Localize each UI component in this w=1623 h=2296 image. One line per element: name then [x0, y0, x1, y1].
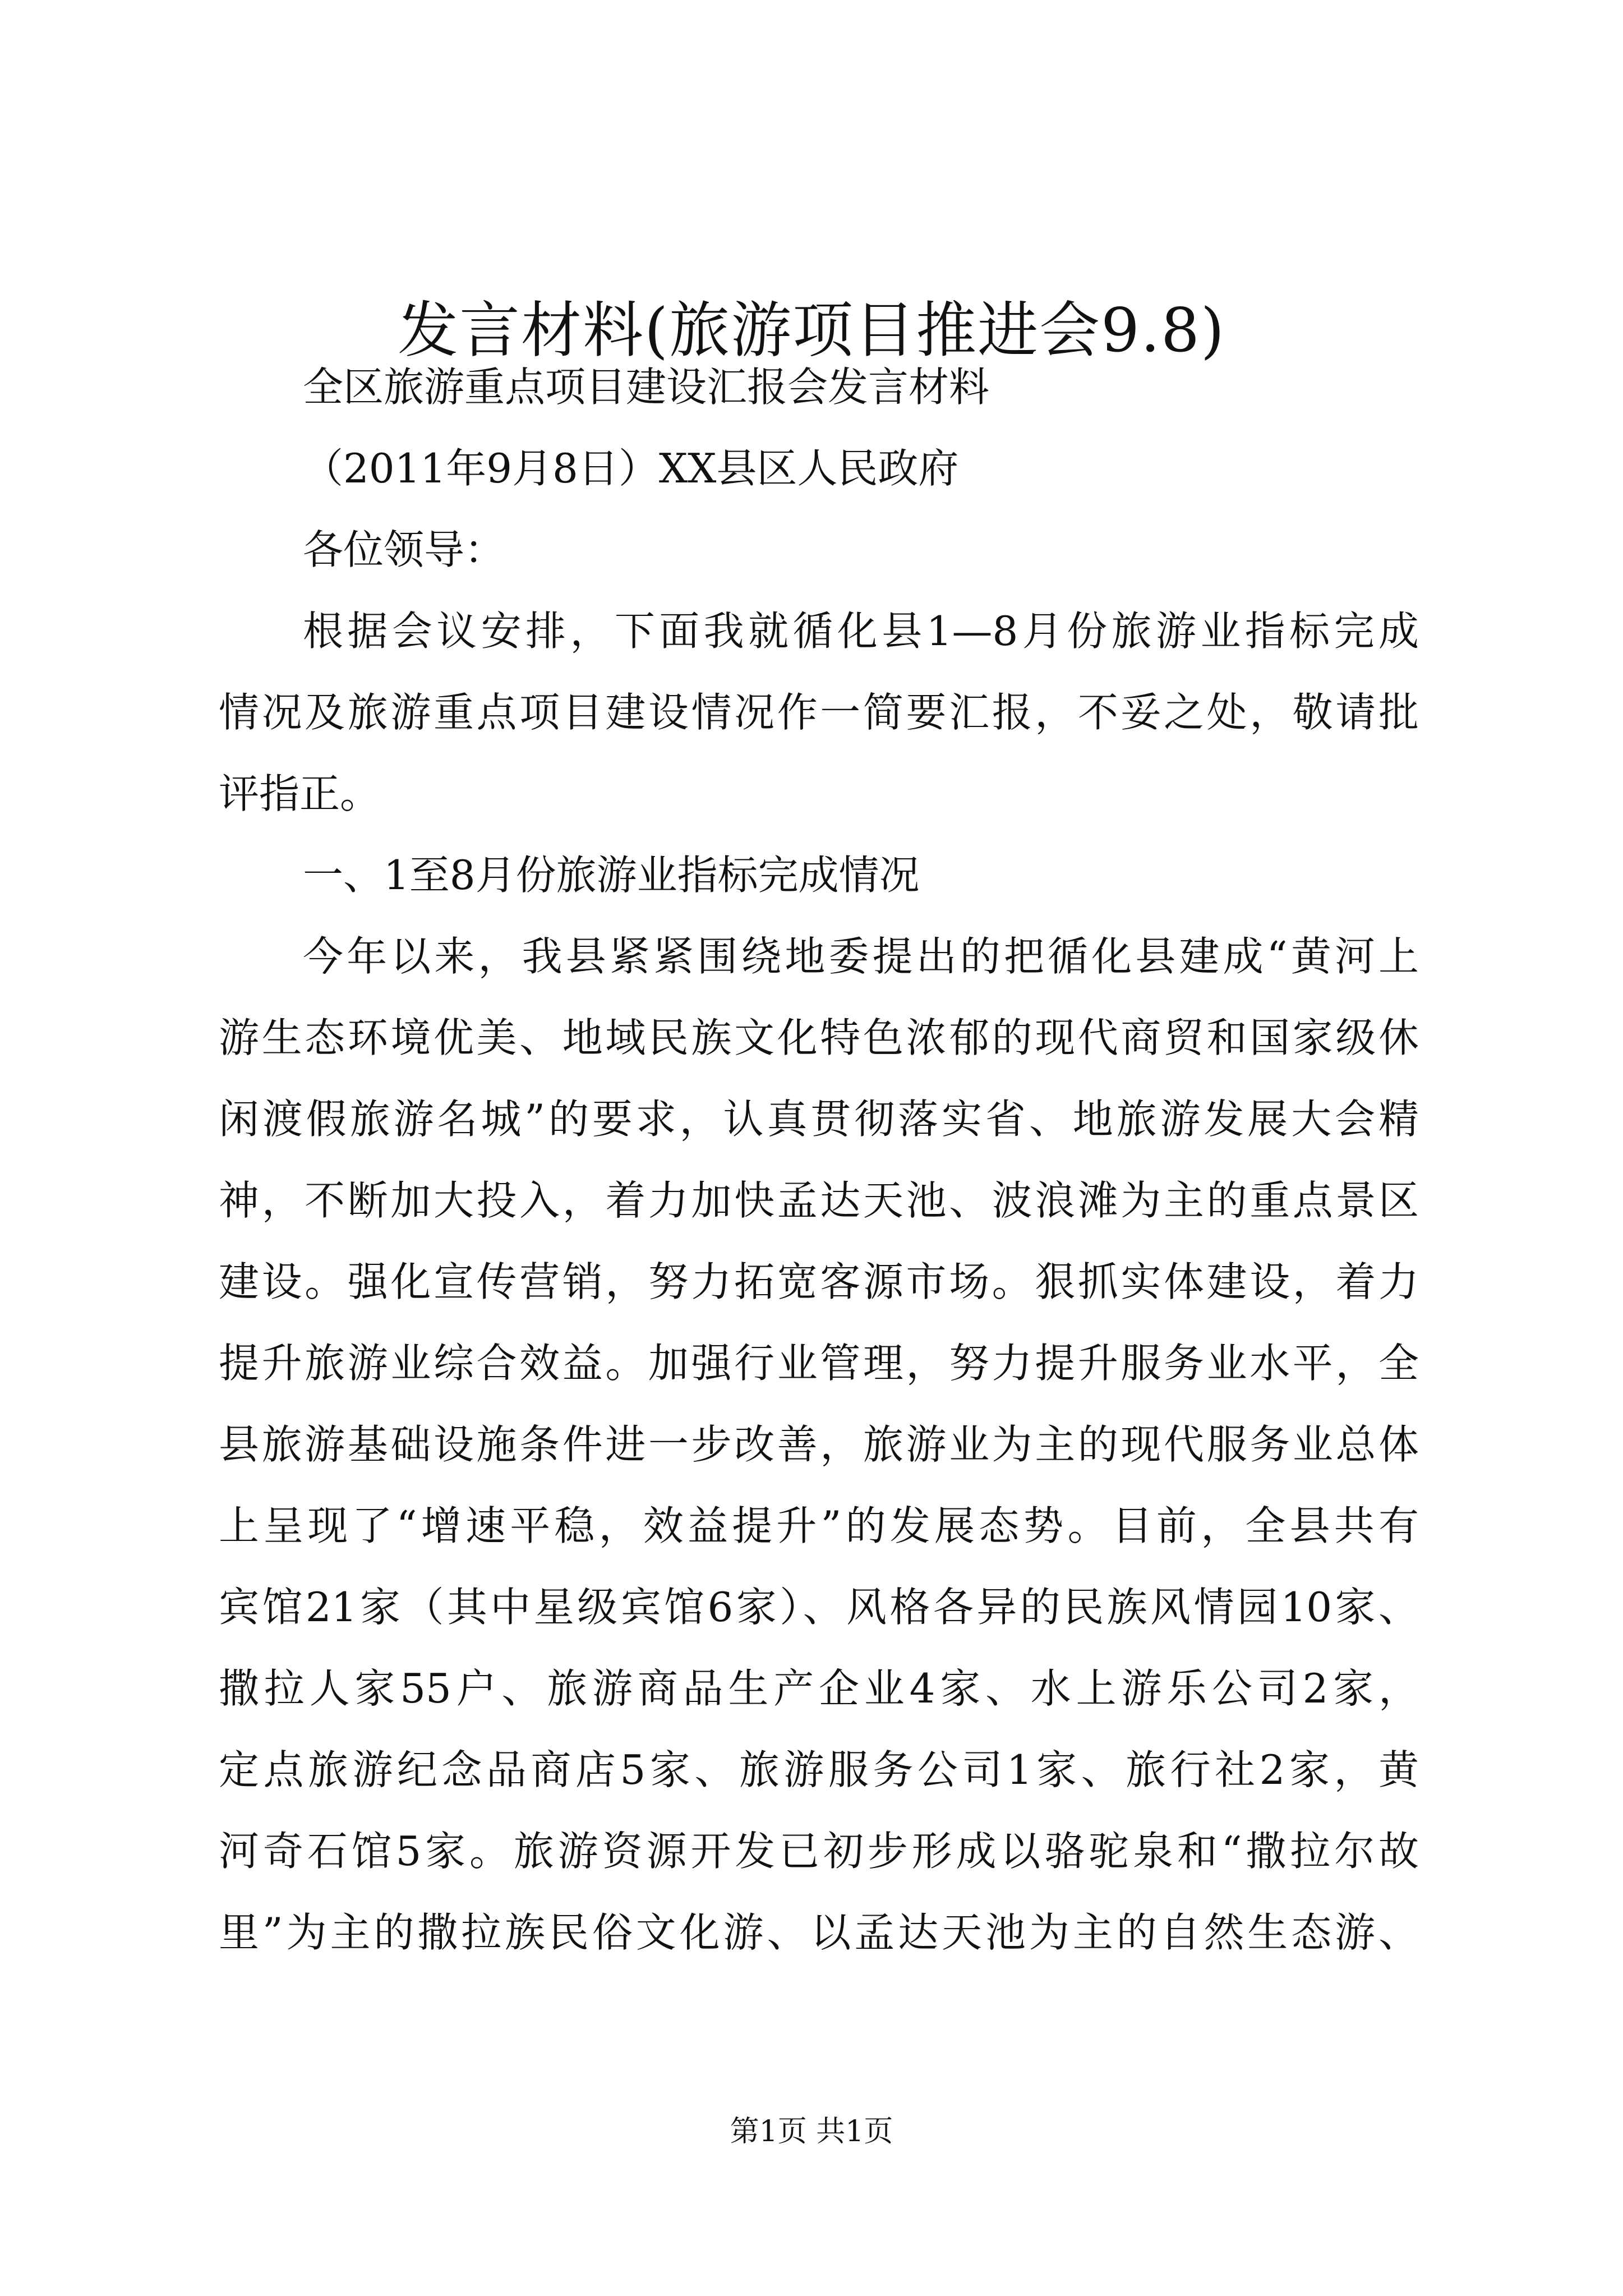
- section-paragraph-line: 游生态环境优美、地域民族文化特色浓郁的现代商贸和国家级休: [219, 1014, 1419, 1061]
- section-paragraph-line: 建设。强化宣传营销，努力拓宽客源市场。狠抓实体建设，着力: [219, 1258, 1419, 1305]
- document-subtitle: 全区旅游重点项目建设汇报会发言材料: [303, 364, 990, 411]
- section-paragraph-line: 闲渡假旅游名城”的要求，认真贯彻落实省、地旅游发展大会精: [219, 1096, 1419, 1143]
- section-heading: 一、1至8月份旅游业指标完成情况: [303, 852, 920, 899]
- section-paragraph-line: 里”为主的撒拉族民俗文化游、以孟达天池为主的自然生态游、: [219, 1909, 1419, 1956]
- section-paragraph-line: 神，不断加大投入，着力加快孟达天池、波浪滩为主的重点景区: [219, 1177, 1419, 1224]
- page-footer: 第1页 共1页: [730, 2115, 893, 2148]
- section-paragraph-line: 今年以来，我县紧紧围绕地委提出的把循化县建成“黄河上: [303, 933, 1419, 980]
- intro-paragraph-line: 情况及旅游重点项目建设情况作一简要汇报，不妥之处，敬请批: [219, 689, 1419, 736]
- salutation: 各位领导：: [303, 526, 505, 573]
- section-paragraph-line: 上呈现了“增速平稳，效益提升”的发展态势。目前，全县共有: [219, 1502, 1419, 1549]
- section-paragraph-line: 河奇石馆5家。旅游资源开发已初步形成以骆驼泉和“撒拉尔故: [219, 1828, 1419, 1875]
- date-line: （2011年9月8日）XX县区人民政府: [303, 445, 959, 492]
- section-paragraph-line: 提升旅游业综合效益。加强行业管理，努力提升服务业水平，全: [219, 1340, 1419, 1387]
- section-paragraph-line: 定点旅游纪念品商店5家、旅游服务公司1家、旅行社2家，黄: [219, 1746, 1419, 1793]
- section-paragraph-line: 宾馆21家（其中星级宾馆6家）、风格各异的民族风情园10家、: [219, 1584, 1419, 1631]
- intro-paragraph-line: 根据会议安排，下面我就循化县1—8月份旅游业指标完成: [303, 608, 1419, 655]
- section-paragraph-line: 县旅游基础设施条件进一步改善，旅游业为主的现代服务业总体: [219, 1421, 1419, 1468]
- intro-paragraph-line: 评指正。: [219, 770, 381, 817]
- document-title: 发言材料(旅游项目推进会9.8): [397, 296, 1226, 366]
- section-paragraph-line: 撒拉人家55户、旅游商品生产企业4家、水上游乐公司2家，: [219, 1665, 1419, 1712]
